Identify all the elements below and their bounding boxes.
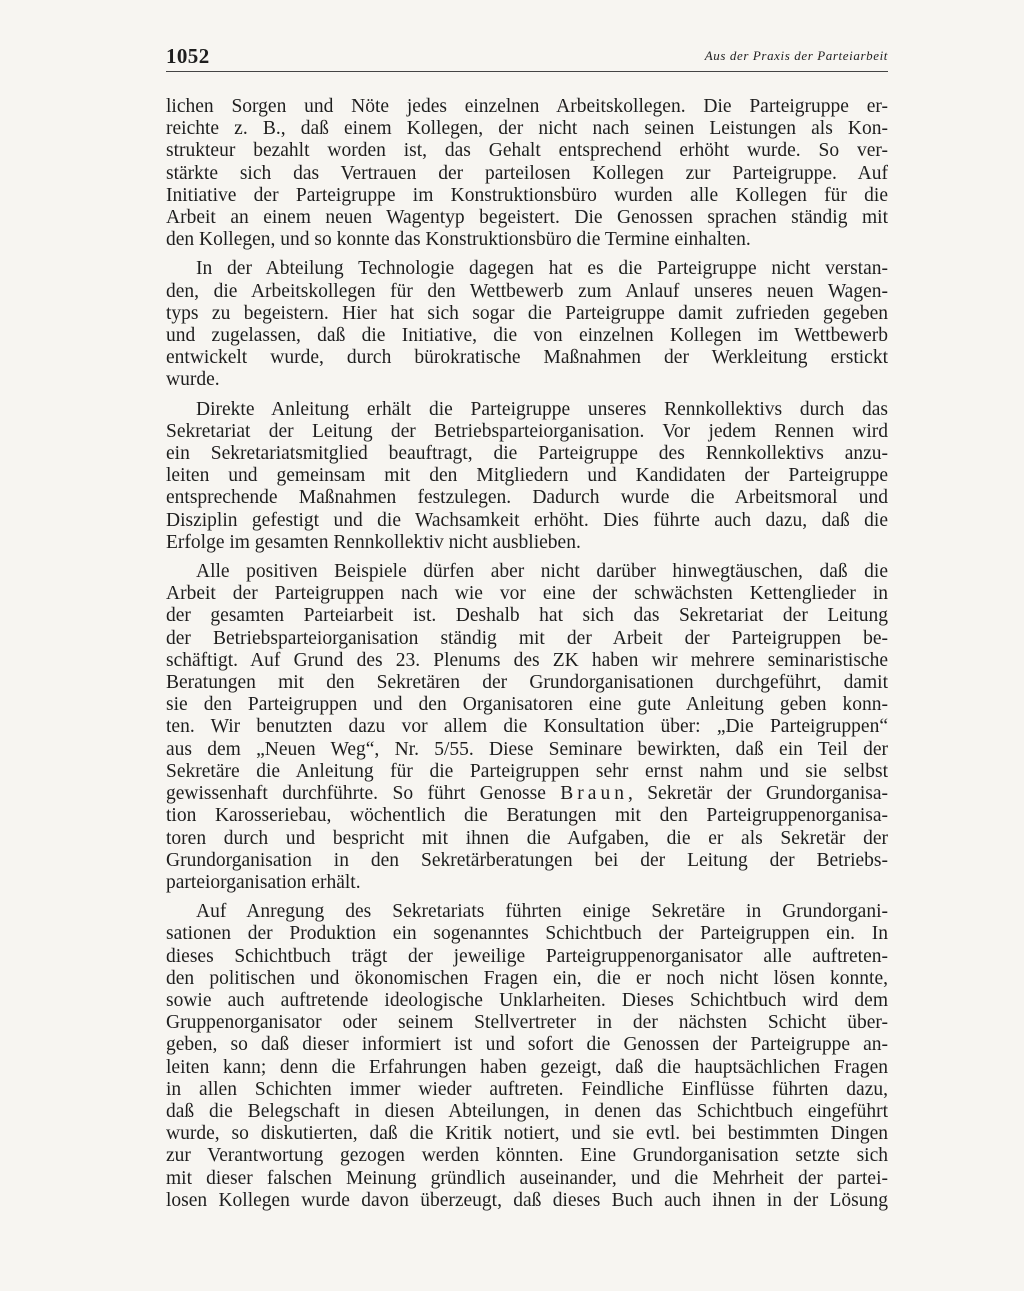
text-line: losen Kollegen wurde davon überzeugt, daß dieses Buch auch ihnen in der Lösung [166,1189,888,1211]
text-line: toren durch und bespricht mit ihnen die Aufgaben, die er als Sekretär der [166,827,888,849]
text-line: leiten kann; denn die Erfahrungen haben gezeigt, daß die hauptsächlichen Fragen [166,1056,888,1078]
page-number: 1052 [166,44,210,68]
paragraph [166,901,888,1212]
text-line: und zugelassen, daß die Initiative, die von einzelnen Kollegen im Wettbewerb [166,325,888,347]
text-line: Arbeit an einem neuen Wagentyp begeistert. Die Genossen sprachen ständig mit [166,207,888,229]
text-line: In der Abteilung Technologie dagegen hat es die Parteigruppe nicht verstan- [196,258,888,280]
text-line: lichen Sorgen und Nöte jedes einzelnen Arbeitskollegen. Die Parteigruppe er- [166,96,888,117]
emphasized-name: Braun [560,783,628,805]
text-line: der gesamten Parteiarbeit ist. Deshalb hat sich das Sekretariat der Leitung [166,605,888,627]
text-line: Gruppenorganisator oder seinem Stellvertreter in der nächsten Schicht über- [166,1012,888,1034]
text-line: sie den Parteigruppen und den Organisatoren eine gute Anleitung geben konn- [166,694,888,716]
text-line: aus dem „Neuen Weg“, Nr. 5/55. Diese Seminare bewirkten, daß ein Teil der [166,738,888,760]
text-line: sowie auch auftretende ideologische Unklarheiten. Dieses Schichtbuch wird dem [166,989,888,1011]
text-line: geben, so daß dieser informiert ist und sofort die Genossen der Parteigruppe an- [166,1034,888,1056]
text-line: Alle positiven Beispiele dürfen aber nicht darüber hinwegtäuschen, daß die [196,561,888,583]
text-line: den, die Arbeitskollegen für den Wettbewerb zum Anlauf unseres neuen Wagen- [166,280,888,302]
text-line: Erfolge im gesamten Rennkollektiv nicht ausblieben. [166,531,581,553]
text-line: parteiorganisation erhält. [166,871,361,893]
text-line: tion Karosseriebau, wöchentlich die Beratungen mit den Parteigruppenorganisa- [166,805,888,827]
text-line: mit dieser falschen Meinung gründlich auseinander, und die Mehrheit der partei- [166,1167,888,1189]
text-line: reichte z. B., daß einem Kollegen, der nicht nach seinen Leistungen als Kon- [166,118,888,140]
text-line: entsprechende Maßnahmen festzulegen. Dadurch wurde die Arbeitsmoral und [166,487,888,509]
text-line: sationen der Produktion ein sogenanntes Schichtbuch der Parteigruppen ein. In [166,923,888,945]
text-line: in allen Schichten immer wieder auftreten. Feindliche Einflüsse führten dazu, [166,1078,888,1100]
text-line: strukteur bezahlt worden ist, das Gehalt entsprechend erhöht wurde. So ver- [166,140,888,162]
text-line: entwickelt wurde, durch bürokratische Maßnahmen der Werkleitung erstickt [166,347,888,369]
text-line: daß die Belegschaft in diesen Abteilungen, in denen das Schichtbuch eingeführt [166,1100,888,1122]
text-line: typs zu begeistern. Hier hat sich sogar die Parteigruppe damit zufrieden gegeben [166,302,888,324]
text-line: Sekretariat der Leitung der Betriebsparteiorganisation. Vor jedem Rennen wird [166,420,888,442]
text-line: der Betriebsparteiorganisation ständig mit der Arbeit der Parteigruppen be- [166,627,888,649]
text-line: stärkte sich das Vertrauen der parteilosen Kollegen zur Parteigruppe. Auf [166,162,888,184]
text-line: Disziplin gefestigt und die Wachsamkeit erhöht. Dies führte auch dazu, daß die [166,509,888,531]
paragraph [166,96,888,251]
paragraph [166,561,888,894]
text-line: gewissenhaft durchführte. So führt Genosse Braun, Sekretär der Grundorganisa- [166,783,888,805]
text-line: zur Verantwortung gezogen werden könnten. Eine Grundorganisation setzte sich [166,1145,888,1167]
text-line: den politischen und ökonomischen Fragen ein, die er noch nicht lösen konnte, [166,967,888,989]
text-line: ten. Wir benutzten dazu vor allem die Konsultation über: „Die Parteigruppen“ [166,716,888,738]
text-line: Initiative der Parteigruppe im Konstruktionsbüro wurden alle Kollegen für die [166,184,888,206]
paragraph [166,399,888,554]
text-line: Auf Anregung des Sekretariats führten einige Sekretäre in Grundorgani- [196,901,888,923]
text-line: Direkte Anleitung erhält die Parteigruppe unseres Rennkollektivs durch das [196,398,888,420]
text-line: dieses Schichtbuch trägt der jeweilige Parteigruppenorganisator alle auftreten- [166,945,888,967]
text-line: Arbeit der Parteigruppen nach wie vor eine der schwächsten Kettenglieder in [166,583,888,605]
text-line: schäftigt. Auf Grund des 23. Plenums des ZK haben wir mehrere seminaristische [166,649,888,671]
text-line: wurde, so diskutierten, daß die Kritik notiert, und sie evtl. bei bestimmten Dingen [166,1123,888,1145]
text-line: leiten und gemeinsam mit den Mitgliedern und Kandidaten der Parteigruppe [166,465,888,487]
text-line: wurde. [166,369,220,391]
body-text [166,96,888,1219]
text-line: Beratungen mit den Sekretären der Grundorganisationen durchgeführt, damit [166,672,888,694]
text-line: Grundorganisation in den Sekretärberatungen bei der Leitung der Betriebs- [166,849,888,871]
text-line: Sekretäre die Anleitung für die Parteigruppen sehr ernst nahm und sie selbst [166,760,888,782]
page-header [166,44,888,70]
text-line: ein Sekretariatsmitglied beauftragt, die Parteigruppe des Rennkollektivs anzu- [166,443,888,465]
text-line: den Kollegen, und so konnte das Konstruktionsbüro die Termine einhalten. [166,229,751,251]
running-head: Aus der Praxis der Parteiarbeit [704,48,888,63]
header-rule [166,71,888,72]
paragraph [166,258,888,391]
